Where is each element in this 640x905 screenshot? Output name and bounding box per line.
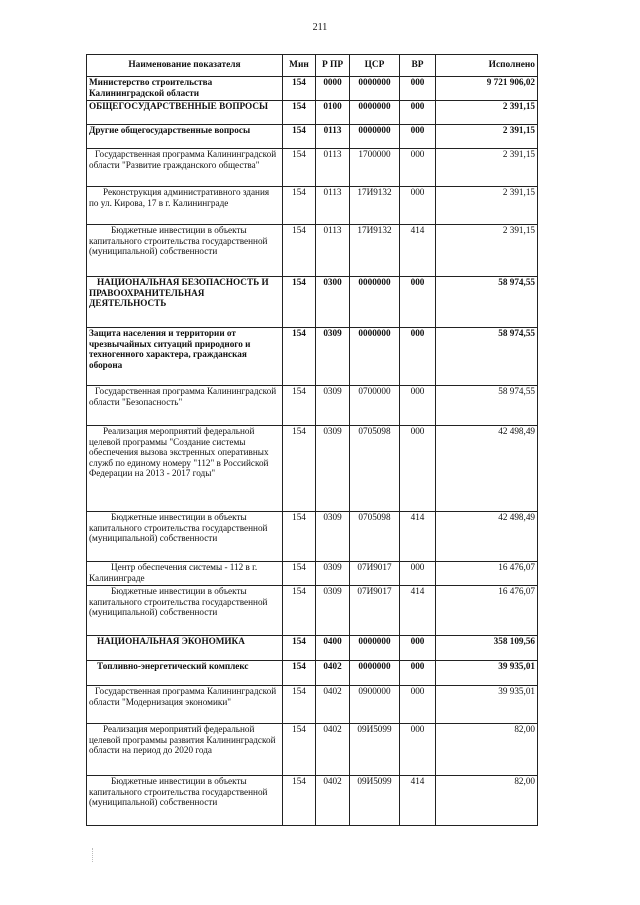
table-row xyxy=(87,586,538,636)
row-section-code: 0309 xyxy=(316,426,350,512)
row-ministry-code: 154 xyxy=(283,225,316,277)
row-indicator-name: ОБЩЕГОСУДАРСТВЕННЫЕ ВОПРОСЫ xyxy=(87,101,283,125)
row-indicator-name: Бюджетные инвестиции в объекты капитального строительства государственной (муниципальной) собственности xyxy=(87,586,283,636)
row-section-code: 0309 xyxy=(316,512,350,562)
row-executed-amount: 58 974,55 xyxy=(436,277,538,328)
row-expense-type-code: 414 xyxy=(400,586,436,636)
header-target-article: ЦСР xyxy=(350,55,400,77)
table-row xyxy=(87,277,538,328)
row-ministry-code: 154 xyxy=(283,77,316,101)
header-section-subsection: Р ПР xyxy=(316,55,350,77)
row-target-article-code: 0000000 xyxy=(350,77,400,101)
row-indicator-name: НАЦИОНАЛЬНАЯ БЕЗОПАСНОСТЬ И ПРАВООХРАНИТЕЛЬНАЯ ДЕЯТЕЛЬНОСТЬ xyxy=(87,277,283,328)
row-target-article-code: 0000000 xyxy=(350,328,400,386)
row-target-article-code: 17И9132 xyxy=(350,187,400,225)
row-expense-type-code: 000 xyxy=(400,277,436,328)
row-ministry-code: 154 xyxy=(283,187,316,225)
header-expense-type: ВР xyxy=(400,55,436,77)
row-executed-amount: 358 109,56 xyxy=(436,636,538,661)
row-expense-type-code: 000 xyxy=(400,686,436,724)
row-executed-amount: 82,00 xyxy=(436,724,538,776)
row-expense-type-code: 000 xyxy=(400,386,436,426)
row-section-code: 0113 xyxy=(316,125,350,149)
row-target-article-code: 0700000 xyxy=(350,386,400,426)
row-ministry-code: 154 xyxy=(283,776,316,826)
row-expense-type-code: 000 xyxy=(400,661,436,686)
row-ministry-code: 154 xyxy=(283,426,316,512)
row-ministry-code: 154 xyxy=(283,636,316,661)
row-indicator-name: Бюджетные инвестиции в объекты капитального строительства государственной (муниципальной) собственности xyxy=(87,512,283,562)
row-target-article-code: 0900000 xyxy=(350,686,400,724)
table-row xyxy=(87,686,538,724)
row-expense-type-code: 000 xyxy=(400,187,436,225)
header-indicator-name: Наименование показателя xyxy=(87,55,283,77)
table-row xyxy=(87,636,538,661)
row-expense-type-code: 000 xyxy=(400,77,436,101)
row-indicator-name: Защита населения и территории от чрезвычайных ситуаций природного и техногенного характера, гражданская оборона xyxy=(87,328,283,386)
row-indicator-name: Другие общегосударственные вопросы xyxy=(87,125,283,149)
row-indicator-name: Реконструкция административного здания по ул. Кирова, 17 в г. Калининграде xyxy=(87,187,283,225)
table-row xyxy=(87,386,538,426)
row-target-article-code: 0705098 xyxy=(350,512,400,562)
row-expense-type-code: 414 xyxy=(400,776,436,826)
header-ministry: Мин xyxy=(283,55,316,77)
row-executed-amount: 82,00 xyxy=(436,776,538,826)
row-executed-amount: 42 498,49 xyxy=(436,512,538,562)
row-expense-type-code: 000 xyxy=(400,149,436,187)
row-ministry-code: 154 xyxy=(283,328,316,386)
row-expense-type-code: 414 xyxy=(400,225,436,277)
row-ministry-code: 154 xyxy=(283,724,316,776)
row-target-article-code: 07И9017 xyxy=(350,586,400,636)
row-ministry-code: 154 xyxy=(283,277,316,328)
row-indicator-name: Министерство строительства Калининградской области xyxy=(87,77,283,101)
row-indicator-name: Бюджетные инвестиции в объекты капитального строительства государственной (муниципальной) собственности xyxy=(87,776,283,826)
row-executed-amount: 39 935,01 xyxy=(436,686,538,724)
row-section-code: 0402 xyxy=(316,724,350,776)
table-row xyxy=(87,426,538,512)
row-section-code: 0402 xyxy=(316,686,350,724)
row-expense-type-code: 000 xyxy=(400,636,436,661)
row-indicator-name: Государственная программа Калининградской области "Безопасность" xyxy=(87,386,283,426)
row-ministry-code: 154 xyxy=(283,562,316,586)
table-row xyxy=(87,101,538,125)
row-section-code: 0309 xyxy=(316,562,350,586)
row-executed-amount: 16 476,07 xyxy=(436,562,538,586)
table-row xyxy=(87,77,538,101)
row-target-article-code: 0705098 xyxy=(350,426,400,512)
row-expense-type-code: 000 xyxy=(400,101,436,125)
row-ministry-code: 154 xyxy=(283,586,316,636)
row-ministry-code: 154 xyxy=(283,661,316,686)
row-section-code: 0300 xyxy=(316,277,350,328)
row-target-article-code: 1700000 xyxy=(350,149,400,187)
row-executed-amount: 42 498,49 xyxy=(436,426,538,512)
row-target-article-code: 17И9132 xyxy=(350,225,400,277)
table-row xyxy=(87,328,538,386)
row-ministry-code: 154 xyxy=(283,125,316,149)
row-indicator-name: Реализация мероприятий федеральной целевой программы развития Калининградской области на период до 2020 года xyxy=(87,724,283,776)
header-executed: Исполнено xyxy=(436,55,538,77)
table-header-row xyxy=(87,55,538,77)
row-target-article-code: 09И5099 xyxy=(350,776,400,826)
row-expense-type-code: 414 xyxy=(400,512,436,562)
table-row xyxy=(87,225,538,277)
row-executed-amount: 58 974,55 xyxy=(436,386,538,426)
row-ministry-code: 154 xyxy=(283,149,316,187)
row-indicator-name: Бюджетные инвестиции в объекты капитального строительства государственной (муниципальной) собственности xyxy=(87,225,283,277)
row-section-code: 0100 xyxy=(316,101,350,125)
row-executed-amount: 9 721 906,02 xyxy=(436,77,538,101)
row-target-article-code: 0000000 xyxy=(350,636,400,661)
row-expense-type-code: 000 xyxy=(400,328,436,386)
row-ministry-code: 154 xyxy=(283,512,316,562)
row-indicator-name: НАЦИОНАЛЬНАЯ ЭКОНОМИКА xyxy=(87,636,283,661)
row-executed-amount: 39 935,01 xyxy=(436,661,538,686)
row-expense-type-code: 000 xyxy=(400,125,436,149)
row-target-article-code: 0000000 xyxy=(350,277,400,328)
row-indicator-name: Реализация мероприятий федеральной целевой программы "Создание системы обеспечения вызова экстренных оперативных служб по единому номеру "112" в Российской Федерации на 2013 - 2017 годы" xyxy=(87,426,283,512)
table-row xyxy=(87,149,538,187)
row-target-article-code: 0000000 xyxy=(350,125,400,149)
row-target-article-code: 0000000 xyxy=(350,101,400,125)
row-indicator-name: Государственная программа Калининградской области "Развитие гражданского общества" xyxy=(87,149,283,187)
row-section-code: 0000 xyxy=(316,77,350,101)
row-target-article-code: 09И5099 xyxy=(350,724,400,776)
row-section-code: 0309 xyxy=(316,586,350,636)
table-row xyxy=(87,187,538,225)
row-indicator-name: Центр обеспечения системы - 112 в г. Калининграде xyxy=(87,562,283,586)
row-indicator-name: Топливно-энергетический комплекс xyxy=(87,661,283,686)
row-executed-amount: 16 476,07 xyxy=(436,586,538,636)
row-expense-type-code: 000 xyxy=(400,724,436,776)
scan-mark xyxy=(92,848,94,862)
table-row xyxy=(87,512,538,562)
row-ministry-code: 154 xyxy=(283,686,316,724)
table-row xyxy=(87,661,538,686)
row-executed-amount: 58 974,55 xyxy=(436,328,538,386)
row-section-code: 0113 xyxy=(316,225,350,277)
row-executed-amount: 2 391,15 xyxy=(436,187,538,225)
row-section-code: 0402 xyxy=(316,776,350,826)
row-executed-amount: 2 391,15 xyxy=(436,125,538,149)
row-section-code: 0400 xyxy=(316,636,350,661)
row-target-article-code: 07И9017 xyxy=(350,562,400,586)
row-executed-amount: 2 391,15 xyxy=(436,149,538,187)
table-row xyxy=(87,562,538,586)
row-expense-type-code: 000 xyxy=(400,426,436,512)
table-row xyxy=(87,776,538,826)
row-indicator-name: Государственная программа Калининградской области "Модернизация экономики" xyxy=(87,686,283,724)
row-target-article-code: 0000000 xyxy=(350,661,400,686)
row-executed-amount: 2 391,15 xyxy=(436,225,538,277)
row-section-code: 0309 xyxy=(316,328,350,386)
table-row xyxy=(87,724,538,776)
row-section-code: 0113 xyxy=(316,187,350,225)
budget-execution-table xyxy=(86,54,538,826)
table-row xyxy=(87,125,538,149)
row-executed-amount: 2 391,15 xyxy=(436,101,538,125)
row-ministry-code: 154 xyxy=(283,386,316,426)
row-section-code: 0402 xyxy=(316,661,350,686)
row-expense-type-code: 000 xyxy=(400,562,436,586)
row-ministry-code: 154 xyxy=(283,101,316,125)
page-number: 211 xyxy=(312,22,328,33)
row-section-code: 0309 xyxy=(316,386,350,426)
row-section-code: 0113 xyxy=(316,149,350,187)
